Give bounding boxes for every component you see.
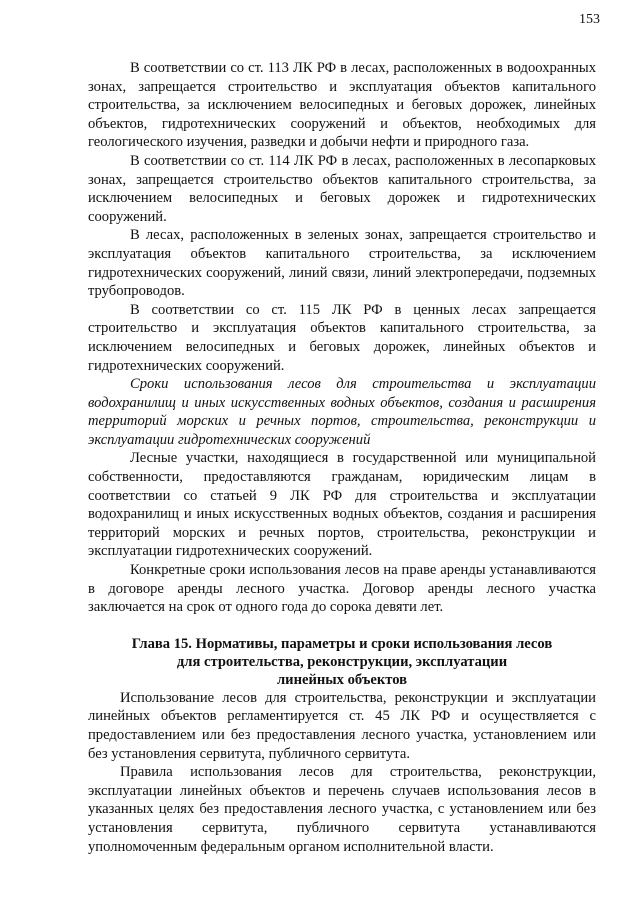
chapter-title-line-2: для строительства, реконструкции, эксплуатации	[176, 653, 508, 670]
page-content	[88, 59, 596, 856]
chapter-title-line-1: Глава 15. Нормативы, параметры и сроки использования лесов	[131, 635, 553, 652]
paragraph-forest-plots: Лесные участки, находящиеся в государственной или муниципальной собственности, предоставляются гражданам, юридическим лицам в соответствии со статьей 9 ЛК РФ для строительства и эксплуатации водохранилищ и иных искусственных водных объектов, создания и расширения территорий морских и речных портов, строительства, реконструкции и эксплуатации гидротехнических сооружений.	[88, 450, 596, 560]
chapter-title	[88, 635, 596, 689]
section-subheading: Сроки использования лесов для строительства и эксплуатации водохранилищ и иных искусственных водных объектов, создания и расширения территорий морских и речных портов, строительства, реконструкции и эксплуатации гидротехнических сооружений	[88, 376, 596, 448]
paragraph-rules: Правила использования лесов для строительства, реконструкции, эксплуатации линейных объектов и перечень случаев использования лесов в указанных целях без предоставления лесного участка, с установлением или без установления сервитута, публичного сервитута устанавливаются уполномоченным федеральным органом исполнительной власти.	[88, 764, 596, 855]
paragraph-art-115: В соответствии со ст. 115 ЛК РФ в ценных лесах запрещается строительство и эксплуатация объектов капитального строительства, за исключением велосипедных и беговых дорожек, линейных объектов и гидротехнических сооружений.	[88, 301, 596, 374]
paragraph-art-113: В соответствии со ст. 113 ЛК РФ в лесах, расположенных в водоохранных зонах, запрещается строительство и эксплуатация объектов капитального строительства, за исключением велосипедных и беговых дорожек, линейных объектов, гидротехнических сооружений и объектов, необходимых для геологического изучения, разведки и добычи нефти и природного газа.	[88, 60, 596, 151]
page-number: 153	[579, 12, 600, 27]
paragraph-lease-terms: Конкретные сроки использования лесов на праве аренды устанавливаются в договоре аренды лесного участка. Договор аренды лесного участка заключается на срок от одного года до сорока девяти лет.	[88, 562, 596, 616]
paragraph-green-zones: В лесах, расположенных в зеленых зонах, запрещается строительство и эксплуатация объектов капитального строительства, за исключением гидротехнических сооружений, линий связи, линий электропередачи, подземных трубопроводов.	[88, 227, 596, 300]
paragraph-linear-objects: Использование лесов для строительства, реконструкции и эксплуатации линейных объектов регламентируется ст. 45 ЛК РФ и осуществляется с предоставлением или без предоставления лесного участка, установлением или без установления сервитута, публичного сервитута.	[88, 689, 596, 762]
chapter-title-line-3: линейных объектов	[276, 671, 408, 688]
paragraph-art-114: В соответствии со ст. 114 ЛК РФ в лесах, расположенных в лесопарковых зонах, запрещается строительство объектов капитального строительства, за исключением велосипедных и беговых дорожек и гидротехнических сооружений.	[88, 152, 596, 225]
